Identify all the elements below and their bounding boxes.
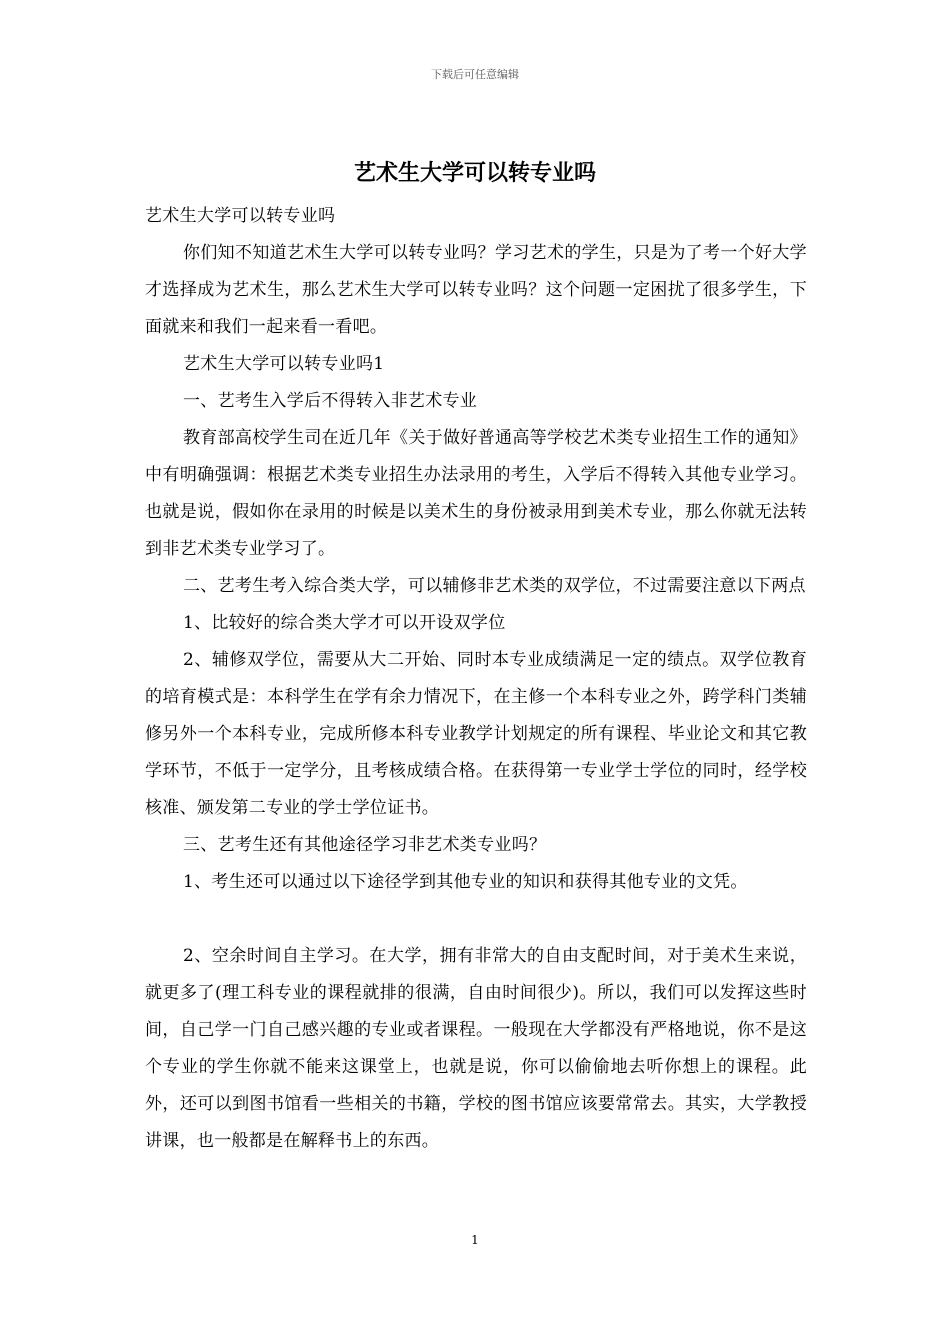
body-paragraph: 教育部高校学生司在近几年《关于做好普通高等学校艺术类专业招生工作的通知》中有明确强调：根据艺术类专业招生办法录用的考生，入学后不得转入其他专业学习。也就是说，假如你在录用的时候是以美术生的身份被录用到美术专业，那么你就无法转到非艺术类专业学习了。 xyxy=(145,428,807,559)
list-item: 1、考生还可以通过以下途径学到其他专业的知识和获得其他专业的文凭。 xyxy=(183,872,748,892)
document-body xyxy=(145,198,807,1160)
section-heading: 艺术生大学可以转专业吗1 xyxy=(183,354,385,374)
list-item: 2、空余时间自主学习。在大学，拥有非常大的自由支配时间，对于美术生来说，就更多了(理工科专业的课程就排的很满，自由时间很少)。所以，我们可以发挥这些时间，自己学一门自己感兴趣的专业或者课程。一般现在大学都没有严格地说，你不是这个专业的学生你就不能来这课堂上，也就是说，你可以偷偷地去听你想上的课程。此外，还可以到图书馆看一些相关的书籍，学校的图书馆应该要常常去。其实，大学教授讲课，也一般都是在解释书上的东西。 xyxy=(145,946,807,1151)
list-item: 1、比较好的综合类大学才可以开设双学位 xyxy=(183,613,506,633)
point-three-heading: 三、艺考生还有其他途径学习非艺术类专业吗？ xyxy=(183,835,547,855)
document-title: 艺术生大学可以转专业吗 xyxy=(353,161,596,186)
point-two-heading: 二、艺考生考入综合类大学，可以辅修非艺术类的双学位，不过需要注意以下两点 xyxy=(183,576,806,596)
page-number: 1 xyxy=(471,1233,479,1247)
blank-line xyxy=(145,901,807,938)
subtitle-paragraph: 艺术生大学可以转专业吗 xyxy=(145,206,336,226)
intro-paragraph: 你们知不知道艺术生大学可以转专业吗？学习艺术的学生，只是为了考一个好大学才选择成为艺术生，那么艺术生大学可以转专业吗？这个问题一定困扰了很多学生，下面就来和我们一起来看一看吧。 xyxy=(145,243,807,337)
page-header: 下载后可任意编辑 xyxy=(431,68,519,81)
list-item: 2、辅修双学位，需要从大二开始、同时本专业成绩满足一定的绩点。双学位教育的培育模式是：本科学生在学有余力情况下，在主修一个本科专业之外，跨学科门类辅修另外一个本科专业，完成所修本科专业教学计划规定的所有课程、毕业论文和其它教学环节，不低于一定学分，且考核成绩合格。在获得第一专业学士学位的同时，经学校核准、颁发第二专业的学士学位证书。 xyxy=(145,650,807,818)
point-one-heading: 一、艺考生入学后不得转入非艺术专业 xyxy=(183,391,478,411)
